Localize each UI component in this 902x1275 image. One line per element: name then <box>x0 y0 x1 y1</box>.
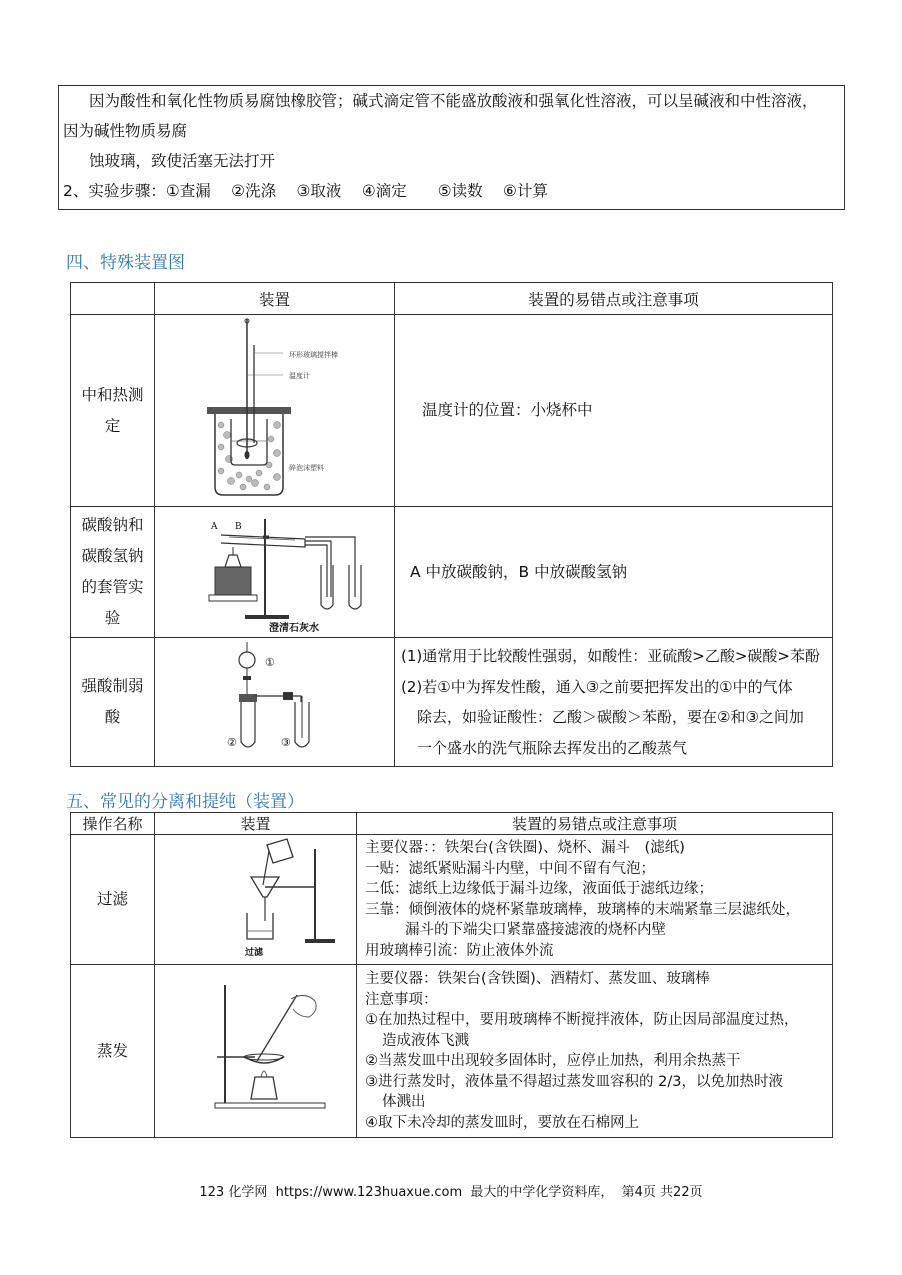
page-footer: 123 化学网 https://www.123huaxue.com 最大的中学化学资料库， 第4页 共22页 <box>199 1185 703 1200</box>
filtration-apparatus-figure <box>155 835 357 965</box>
intro-box <box>58 85 845 210</box>
figure-label-3: ③ <box>281 736 291 749</box>
special-apparatus-table <box>70 282 833 767</box>
table-row <box>71 965 833 1138</box>
row-note: A 中放碳酸钠，B 中放碳酸氢钠 <box>395 507 833 638</box>
table-row <box>71 835 833 965</box>
table-row <box>71 638 833 767</box>
figure-label-limewater: 澄清石灰水 <box>269 623 319 633</box>
header-cell: 装置 <box>155 283 395 315</box>
intro-line-2: 因为碱性物质易腐 <box>63 122 188 140</box>
evaporation-apparatus-figure <box>155 965 357 1138</box>
table-row <box>71 315 833 507</box>
header-cell: 装置的易错点或注意事项 <box>357 813 833 835</box>
row-name: 过滤 <box>71 835 155 965</box>
table-header-row <box>71 813 833 835</box>
nested-tube-apparatus-figure <box>155 507 395 638</box>
experiment-steps: 2、实验步骤：①查漏 ②洗涤 ③取液 ④滴定 ⑤读数 ⑥计算 <box>63 182 548 200</box>
figure-label-foam: 碎泡沫塑料 <box>289 464 324 472</box>
row-note: (1)通常用于比较酸性强弱，如酸性：亚硫酸>乙酸>碳酸>苯酚 (2)若①中为挥发性酸，通入③之前要把挥发出的①中的气体 除去，如验证酸性：乙酸＞碳酸＞苯酚，要在②和③之间加 一个盛水的洗气瓶除去挥发出的乙酸蒸气 <box>395 638 833 767</box>
section4-title: 四、特殊装置图 <box>66 253 185 273</box>
row-name: 强酸制弱 酸 <box>71 638 155 767</box>
table-row <box>71 507 833 638</box>
row-name: 蒸发 <box>71 965 155 1138</box>
row-notes: 主要仪器：：铁架台(含铁圈)、烧杯、漏斗 (滤纸) 一贴：滤纸紧贴漏斗内壁，中间不留有气泡； 二低：滤纸上边缘低于漏斗边缘，液面低于滤纸边缘； 三靠：倾倒液体的烧杯紧靠玻璃棒，玻璃棒的末端紧靠三层滤纸处， 漏斗的下端尖口紧靠盛接滤液的烧杯内壁 用玻璃棒引流：防止液体外流 <box>357 835 833 965</box>
figure-label-2: ② <box>227 736 237 749</box>
figure-label-b: B <box>235 522 242 532</box>
neutralization-heat-apparatus-figure <box>155 315 395 507</box>
header-cell <box>71 283 155 315</box>
figure-label-1: ① <box>265 656 275 669</box>
header-cell: 装置 <box>155 813 357 835</box>
separation-purification-table <box>70 812 833 1138</box>
figure-label-stirrer: 环形玻璃搅拌棒 <box>289 351 338 359</box>
row-name: 中和热测 定 <box>71 315 155 507</box>
figure-label-filtration: 过滤 <box>245 948 264 958</box>
header-cell: 装置的易错点或注意事项 <box>395 283 833 315</box>
row-note: 温度计的位置：小烧杯中 <box>395 315 833 507</box>
header-cell: 操作名称 <box>71 813 155 835</box>
figure-label-a: A <box>211 522 218 532</box>
strong-acid-weak-acid-figure <box>155 638 395 767</box>
row-notes: 主要仪器：铁架台(含铁圈)、酒精灯、蒸发皿、玻璃棒 注意事项： ①在加热过程中，要用玻璃棒不断搅拌液体，防止因局部温度过热， 造成液体飞溅 ②当蒸发皿中出现较多固体时，应停止加热，利用余热蒸干 ③进行蒸发时，液体量不得超过蒸发皿容积的 2/3，以免加热时液 体溅出 ④取下未冷却的蒸发皿时，要放在石棉网上 <box>357 965 833 1138</box>
section5-title: 五、常见的分离和提纯（装置） <box>66 792 304 812</box>
figure-label-thermometer: 温度计 <box>289 372 310 380</box>
intro-line-1: 因为酸性和氧化性物质易腐蚀橡胶管；碱式滴定管不能盛放酸液和强氧化性溶液，可以呈碱液和中性溶液， <box>89 92 818 110</box>
row-name: 碳酸钠和 碳酸氢钠 的套管实 验 <box>71 507 155 638</box>
table-header-row <box>71 283 833 315</box>
intro-line-3: 蚀玻璃，致使活塞无法打开 <box>89 152 276 170</box>
